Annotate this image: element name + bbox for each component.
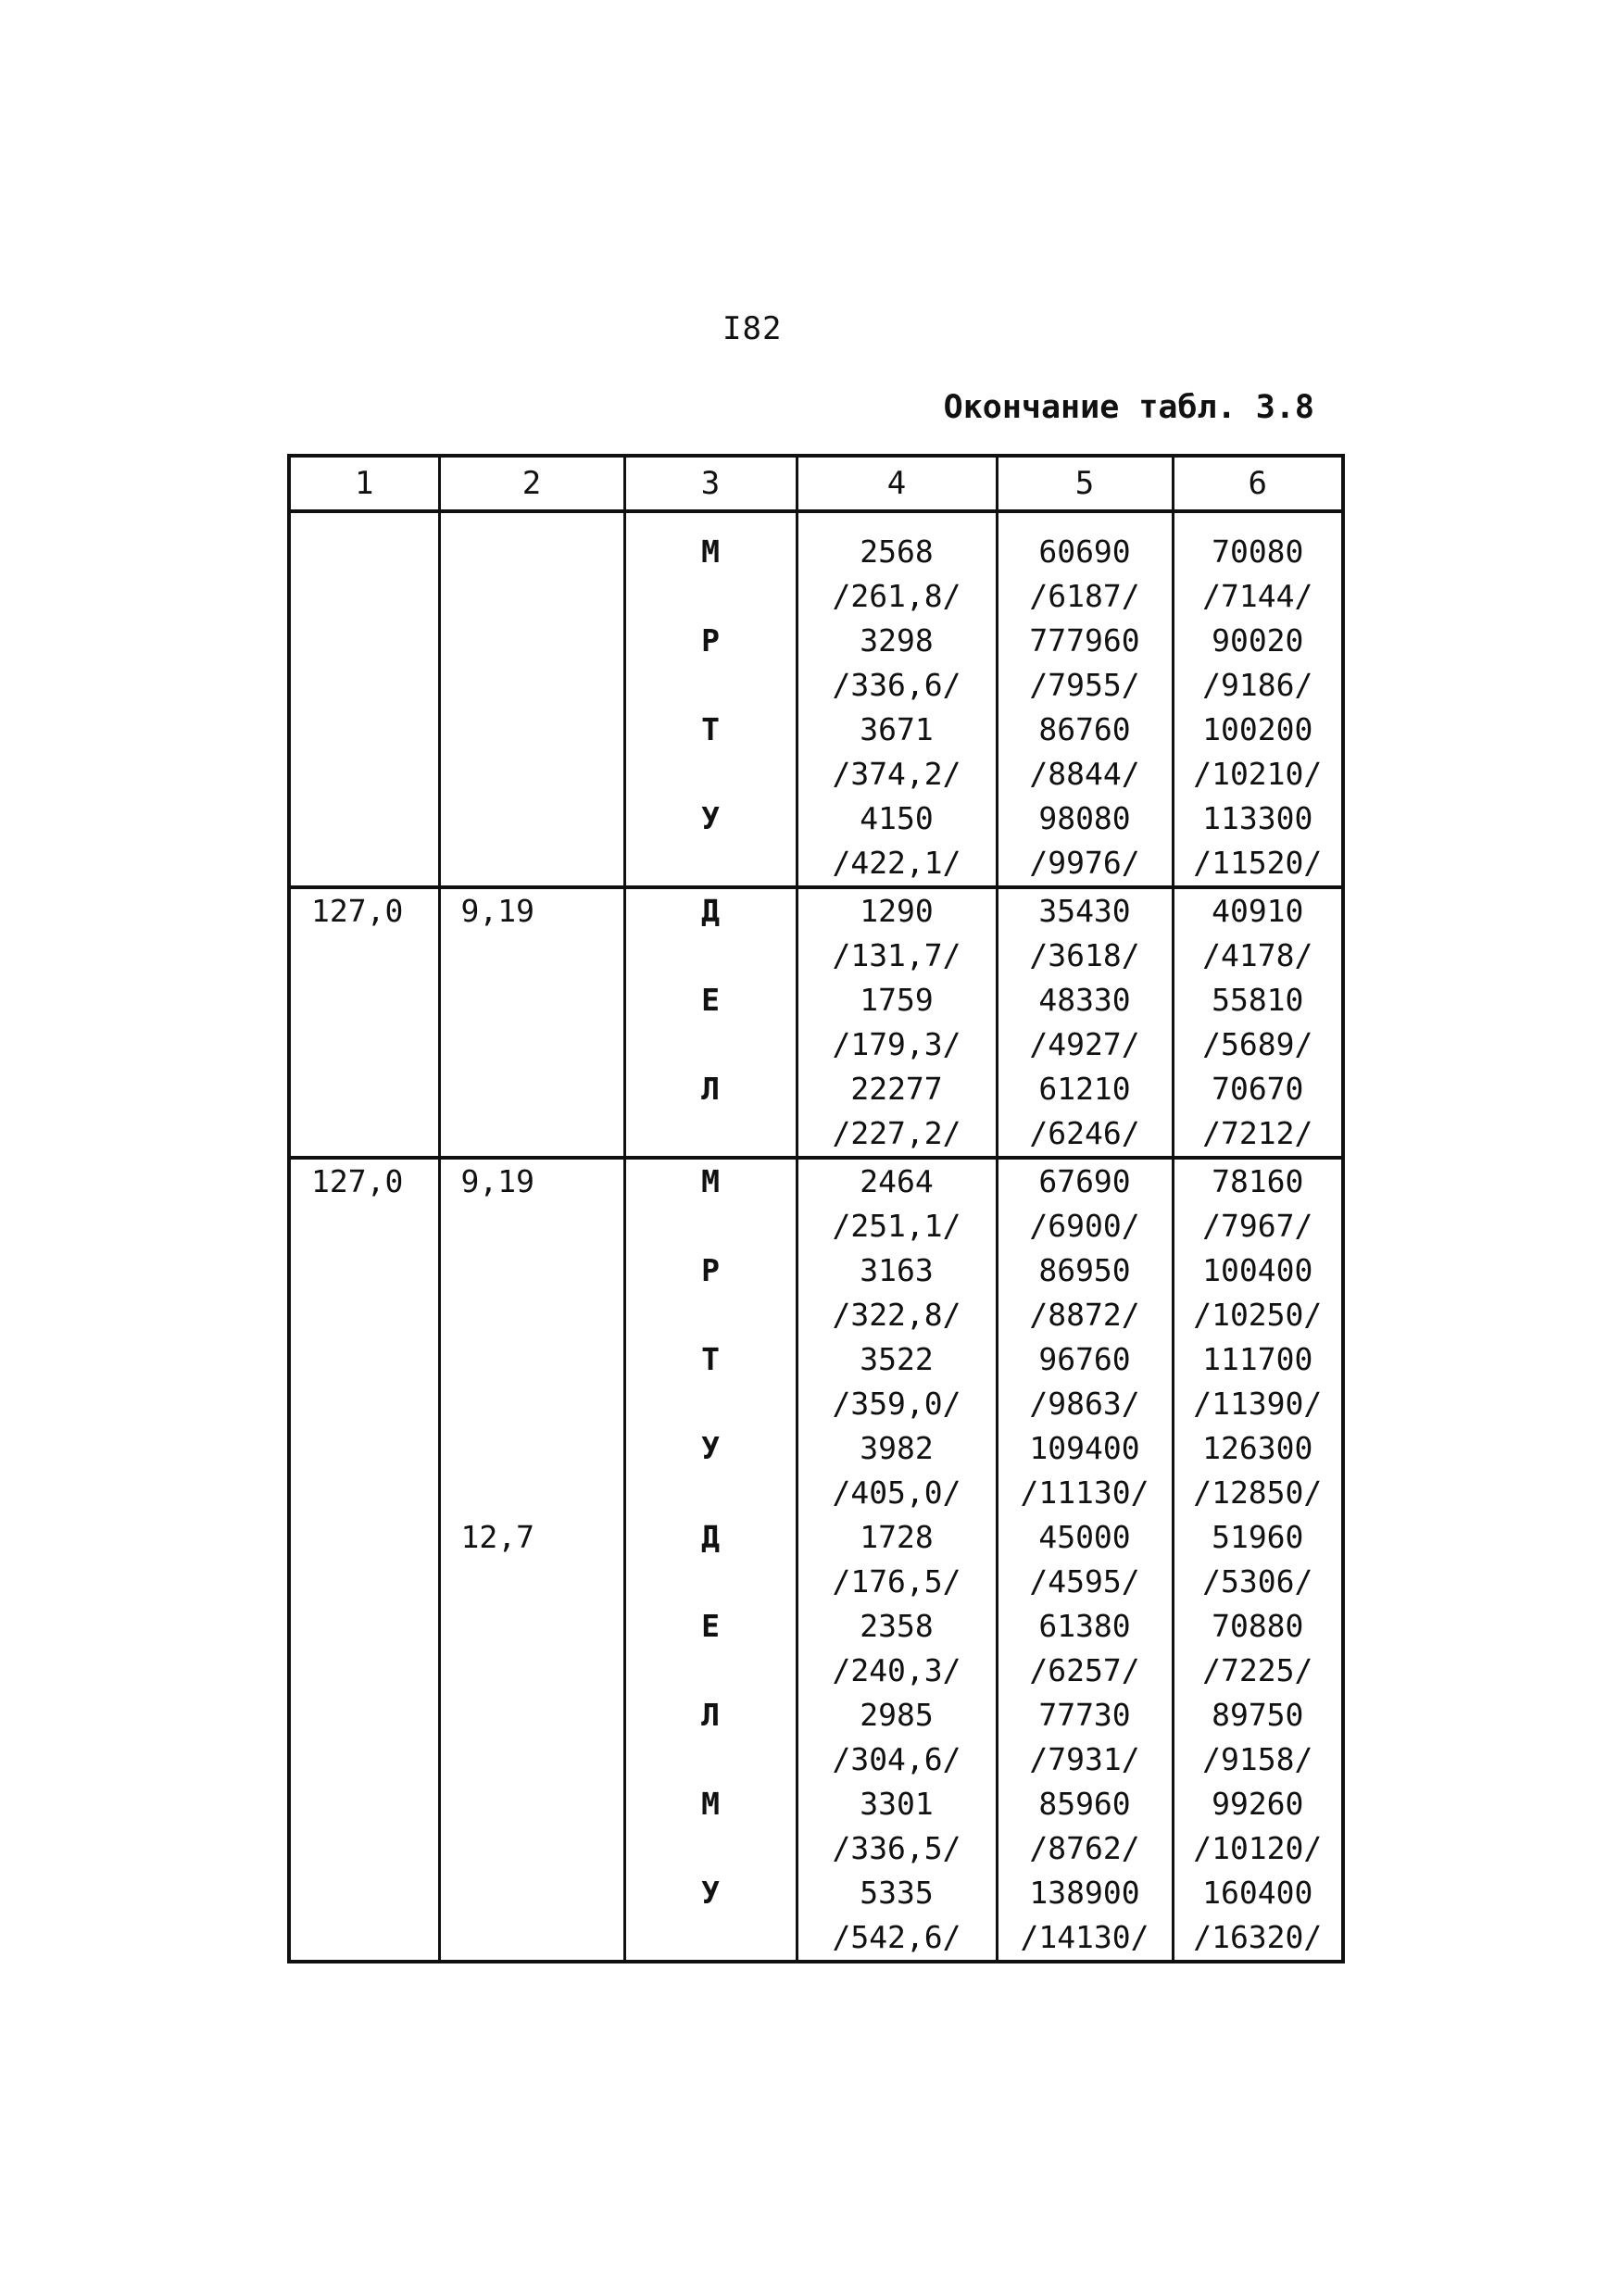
cell-col-1 bbox=[289, 1649, 439, 1693]
cell-col-4: 3298 bbox=[797, 619, 997, 663]
cell-col-1 bbox=[289, 978, 439, 1023]
cell-col-1 bbox=[289, 1293, 439, 1337]
table-row bbox=[289, 708, 1343, 752]
cell-col-1: 127,0 bbox=[289, 1158, 439, 1204]
table-group bbox=[289, 887, 1343, 1158]
cell-col-4: /359,0/ bbox=[797, 1382, 997, 1426]
cell-col-5: 777960 bbox=[997, 619, 1173, 663]
cell-col-4: 3522 bbox=[797, 1337, 997, 1382]
cell-col-6: /9158/ bbox=[1173, 1738, 1343, 1782]
cell-col-6: 55810 bbox=[1173, 978, 1343, 1023]
cell-col-2 bbox=[439, 1382, 624, 1426]
table-row bbox=[289, 887, 1343, 934]
cell-col-1 bbox=[289, 1337, 439, 1382]
cell-col-5: 67690 bbox=[997, 1158, 1173, 1204]
cell-col-2 bbox=[439, 1738, 624, 1782]
cell-col-3: Л bbox=[624, 1693, 797, 1738]
table-row bbox=[289, 1604, 1343, 1649]
cell-col-4: /251,1/ bbox=[797, 1204, 997, 1248]
cell-col-6: /7212/ bbox=[1173, 1111, 1343, 1158]
cell-col-3: Р bbox=[624, 619, 797, 663]
cell-col-4: /227,2/ bbox=[797, 1111, 997, 1158]
cell-col-3 bbox=[624, 1560, 797, 1604]
cell-col-6: 70670 bbox=[1173, 1067, 1343, 1111]
table-row bbox=[289, 934, 1343, 978]
table-row bbox=[289, 1426, 1343, 1471]
cell-col-3: У bbox=[624, 1871, 797, 1915]
cell-col-6: 100200 bbox=[1173, 708, 1343, 752]
cell-col-1 bbox=[289, 1426, 439, 1471]
spacer-cell bbox=[624, 511, 797, 530]
table-group bbox=[289, 511, 1343, 887]
table-header bbox=[289, 456, 1343, 511]
cell-col-6: /7225/ bbox=[1173, 1649, 1343, 1693]
cell-col-3 bbox=[624, 1649, 797, 1693]
cell-col-3 bbox=[624, 663, 797, 708]
cell-col-4: 2568 bbox=[797, 530, 997, 574]
cell-col-5: /11130/ bbox=[997, 1471, 1173, 1515]
header-col-5: 5 bbox=[997, 456, 1173, 511]
spacer-cell bbox=[797, 511, 997, 530]
table-row bbox=[289, 1158, 1343, 1204]
cell-col-1 bbox=[289, 797, 439, 841]
table-row bbox=[289, 1915, 1343, 1962]
cell-col-2 bbox=[439, 934, 624, 978]
cell-col-3: Е bbox=[624, 978, 797, 1023]
cell-col-2: 9,19 bbox=[439, 1158, 624, 1204]
cell-col-4: /304,6/ bbox=[797, 1738, 997, 1782]
cell-col-4: /322,8/ bbox=[797, 1293, 997, 1337]
cell-col-1 bbox=[289, 1382, 439, 1426]
cell-col-5: /7955/ bbox=[997, 663, 1173, 708]
cell-col-6: 90020 bbox=[1173, 619, 1343, 663]
cell-col-1 bbox=[289, 1067, 439, 1111]
cell-col-1 bbox=[289, 1915, 439, 1962]
cell-col-5: /6246/ bbox=[997, 1111, 1173, 1158]
cell-col-1 bbox=[289, 1111, 439, 1158]
cell-col-1 bbox=[289, 574, 439, 619]
cell-col-6: /7144/ bbox=[1173, 574, 1343, 619]
cell-col-5: /3618/ bbox=[997, 934, 1173, 978]
cell-col-2 bbox=[439, 619, 624, 663]
table-row bbox=[289, 1382, 1343, 1426]
table-row bbox=[289, 978, 1343, 1023]
cell-col-4: 1759 bbox=[797, 978, 997, 1023]
cell-col-2 bbox=[439, 978, 624, 1023]
page-number: I82 bbox=[722, 310, 783, 347]
cell-col-1 bbox=[289, 1871, 439, 1915]
cell-col-2 bbox=[439, 1649, 624, 1693]
cell-col-5: 109400 bbox=[997, 1426, 1173, 1471]
cell-col-2 bbox=[439, 1782, 624, 1826]
table-row bbox=[289, 1515, 1343, 1560]
cell-col-5: /6257/ bbox=[997, 1649, 1173, 1693]
cell-col-1 bbox=[289, 1248, 439, 1293]
cell-col-6: 160400 bbox=[1173, 1871, 1343, 1915]
cell-col-5: 35430 bbox=[997, 887, 1173, 934]
cell-col-1 bbox=[289, 1023, 439, 1067]
cell-col-3: Д bbox=[624, 887, 797, 934]
cell-col-5: 96760 bbox=[997, 1337, 1173, 1382]
cell-col-1 bbox=[289, 708, 439, 752]
cell-col-6: 89750 bbox=[1173, 1693, 1343, 1738]
cell-col-5: 45000 bbox=[997, 1515, 1173, 1560]
cell-col-4: 4150 bbox=[797, 797, 997, 841]
cell-col-3: У bbox=[624, 797, 797, 841]
cell-col-6: 113300 bbox=[1173, 797, 1343, 841]
cell-col-1 bbox=[289, 1693, 439, 1738]
header-col-6: 6 bbox=[1173, 456, 1343, 511]
cell-col-2 bbox=[439, 1915, 624, 1962]
cell-col-4: /176,5/ bbox=[797, 1560, 997, 1604]
spacer-cell bbox=[439, 511, 624, 530]
cell-col-3 bbox=[624, 1471, 797, 1515]
cell-col-3 bbox=[624, 574, 797, 619]
table-row bbox=[289, 1337, 1343, 1382]
cell-col-1 bbox=[289, 1782, 439, 1826]
cell-col-3: Е bbox=[624, 1604, 797, 1649]
header-col-4: 4 bbox=[797, 456, 997, 511]
cell-col-4: /374,2/ bbox=[797, 752, 997, 797]
cell-col-4: /336,5/ bbox=[797, 1826, 997, 1871]
cell-col-2 bbox=[439, 1826, 624, 1871]
cell-col-5: 85960 bbox=[997, 1782, 1173, 1826]
cell-col-1 bbox=[289, 1204, 439, 1248]
cell-col-4: /422,1/ bbox=[797, 841, 997, 887]
cell-col-2 bbox=[439, 1693, 624, 1738]
cell-col-6: 51960 bbox=[1173, 1515, 1343, 1560]
cell-col-2 bbox=[439, 530, 624, 574]
cell-col-1 bbox=[289, 1604, 439, 1649]
cell-col-4: 3671 bbox=[797, 708, 997, 752]
cell-col-3: М bbox=[624, 530, 797, 574]
cell-col-3: Т bbox=[624, 1337, 797, 1382]
cell-col-5: /4595/ bbox=[997, 1560, 1173, 1604]
cell-col-4: /542,6/ bbox=[797, 1915, 997, 1962]
cell-col-6: /11390/ bbox=[1173, 1382, 1343, 1426]
cell-col-2 bbox=[439, 1560, 624, 1604]
header-col-3: 3 bbox=[624, 456, 797, 511]
cell-col-3 bbox=[624, 1111, 797, 1158]
cell-col-4: 1290 bbox=[797, 887, 997, 934]
cell-col-1 bbox=[289, 1738, 439, 1782]
table-row bbox=[289, 1826, 1343, 1871]
cell-col-4: 22277 bbox=[797, 1067, 997, 1111]
table-row bbox=[289, 1248, 1343, 1293]
cell-col-3 bbox=[624, 1738, 797, 1782]
cell-col-2 bbox=[439, 752, 624, 797]
cell-col-2 bbox=[439, 797, 624, 841]
cell-col-5: 48330 bbox=[997, 978, 1173, 1023]
cell-col-6: 126300 bbox=[1173, 1426, 1343, 1471]
cell-col-3 bbox=[624, 841, 797, 887]
cell-col-3: М bbox=[624, 1158, 797, 1204]
cell-col-3 bbox=[624, 1826, 797, 1871]
cell-col-4: /179,3/ bbox=[797, 1023, 997, 1067]
cell-col-5: 61380 bbox=[997, 1604, 1173, 1649]
cell-col-5: 61210 bbox=[997, 1067, 1173, 1111]
table-group bbox=[289, 1158, 1343, 1962]
cell-col-3 bbox=[624, 1915, 797, 1962]
cell-col-1 bbox=[289, 1560, 439, 1604]
cell-col-4: 3163 bbox=[797, 1248, 997, 1293]
cell-col-6: 70080 bbox=[1173, 530, 1343, 574]
cell-col-3: Л bbox=[624, 1067, 797, 1111]
cell-col-1 bbox=[289, 752, 439, 797]
cell-col-6: 40910 bbox=[1173, 887, 1343, 934]
cell-col-5: /14130/ bbox=[997, 1915, 1173, 1962]
cell-col-6: /12850/ bbox=[1173, 1471, 1343, 1515]
header-row bbox=[289, 456, 1343, 511]
cell-col-3: Д bbox=[624, 1515, 797, 1560]
cell-col-2 bbox=[439, 1204, 624, 1248]
table-row bbox=[289, 841, 1343, 887]
cell-col-6: /5689/ bbox=[1173, 1023, 1343, 1067]
cell-col-4: /405,0/ bbox=[797, 1471, 997, 1515]
cell-col-6: /5306/ bbox=[1173, 1560, 1343, 1604]
cell-col-3 bbox=[624, 1204, 797, 1248]
cell-col-6: 100400 bbox=[1173, 1248, 1343, 1293]
table-row bbox=[289, 1293, 1343, 1337]
cell-col-1 bbox=[289, 530, 439, 574]
cell-col-5: /6900/ bbox=[997, 1204, 1173, 1248]
cell-col-5: /6187/ bbox=[997, 574, 1173, 619]
cell-col-2 bbox=[439, 708, 624, 752]
cell-col-4: /240,3/ bbox=[797, 1649, 997, 1693]
cell-col-5: 86950 bbox=[997, 1248, 1173, 1293]
cell-col-5: /9976/ bbox=[997, 841, 1173, 887]
cell-col-1: 127,0 bbox=[289, 887, 439, 934]
table-row bbox=[289, 1649, 1343, 1693]
table-caption: Окончание табл. 3.8 bbox=[943, 389, 1314, 426]
cell-col-1 bbox=[289, 1471, 439, 1515]
table-row bbox=[289, 530, 1343, 574]
cell-col-5: /4927/ bbox=[997, 1023, 1173, 1067]
table-row bbox=[289, 1111, 1343, 1158]
cell-col-6: /10210/ bbox=[1173, 752, 1343, 797]
cell-col-5: /9863/ bbox=[997, 1382, 1173, 1426]
cell-col-3 bbox=[624, 752, 797, 797]
cell-col-6: /11520/ bbox=[1173, 841, 1343, 887]
cell-col-2 bbox=[439, 1067, 624, 1111]
table-row bbox=[289, 1204, 1343, 1248]
cell-col-6: 78160 bbox=[1173, 1158, 1343, 1204]
cell-col-3 bbox=[624, 934, 797, 978]
cell-col-2 bbox=[439, 1293, 624, 1337]
cell-col-3: Р bbox=[624, 1248, 797, 1293]
cell-col-2: 9,19 bbox=[439, 887, 624, 934]
header-col-1: 1 bbox=[289, 456, 439, 511]
cell-col-3: У bbox=[624, 1426, 797, 1471]
cell-col-3 bbox=[624, 1293, 797, 1337]
table-row bbox=[289, 1738, 1343, 1782]
cell-col-2 bbox=[439, 1426, 624, 1471]
cell-col-4: /131,7/ bbox=[797, 934, 997, 978]
data-table bbox=[287, 454, 1345, 1964]
spacer-cell bbox=[997, 511, 1173, 530]
cell-col-5: /8872/ bbox=[997, 1293, 1173, 1337]
table-row bbox=[289, 1782, 1343, 1826]
cell-col-2 bbox=[439, 1471, 624, 1515]
cell-col-4: 3301 bbox=[797, 1782, 997, 1826]
cell-col-4: /261,8/ bbox=[797, 574, 997, 619]
cell-col-6: 99260 bbox=[1173, 1782, 1343, 1826]
table-row bbox=[289, 797, 1343, 841]
spacer-row bbox=[289, 511, 1343, 530]
table-row bbox=[289, 1023, 1343, 1067]
header-col-2: 2 bbox=[439, 456, 624, 511]
cell-col-3 bbox=[624, 1023, 797, 1067]
cell-col-4: 3982 bbox=[797, 1426, 997, 1471]
cell-col-2 bbox=[439, 841, 624, 887]
cell-col-1 bbox=[289, 1515, 439, 1560]
cell-col-5: 60690 bbox=[997, 530, 1173, 574]
cell-col-3: Т bbox=[624, 708, 797, 752]
cell-col-4: 2358 bbox=[797, 1604, 997, 1649]
cell-col-1 bbox=[289, 619, 439, 663]
cell-col-2 bbox=[439, 1871, 624, 1915]
table-row bbox=[289, 1871, 1343, 1915]
cell-col-2 bbox=[439, 574, 624, 619]
cell-col-3 bbox=[624, 1382, 797, 1426]
table-row bbox=[289, 574, 1343, 619]
cell-col-5: 138900 bbox=[997, 1871, 1173, 1915]
cell-col-1 bbox=[289, 1826, 439, 1871]
cell-col-5: 98080 bbox=[997, 797, 1173, 841]
cell-col-5: 77730 bbox=[997, 1693, 1173, 1738]
table-row bbox=[289, 1693, 1343, 1738]
table-row bbox=[289, 619, 1343, 663]
cell-col-6: /9186/ bbox=[1173, 663, 1343, 708]
table-row bbox=[289, 752, 1343, 797]
cell-col-2 bbox=[439, 1023, 624, 1067]
cell-col-5: /7931/ bbox=[997, 1738, 1173, 1782]
cell-col-6: /7967/ bbox=[1173, 1204, 1343, 1248]
cell-col-1 bbox=[289, 934, 439, 978]
cell-col-2 bbox=[439, 1604, 624, 1649]
spacer-cell bbox=[1173, 511, 1343, 530]
cell-col-5: /8844/ bbox=[997, 752, 1173, 797]
cell-col-2 bbox=[439, 1111, 624, 1158]
spacer-cell bbox=[289, 511, 439, 530]
cell-col-5: 86760 bbox=[997, 708, 1173, 752]
cell-col-4: 2464 bbox=[797, 1158, 997, 1204]
table-row bbox=[289, 1471, 1343, 1515]
cell-col-4: 5335 bbox=[797, 1871, 997, 1915]
cell-col-4: 1728 bbox=[797, 1515, 997, 1560]
cell-col-2 bbox=[439, 663, 624, 708]
cell-col-4: 2985 bbox=[797, 1693, 997, 1738]
cell-col-3: М bbox=[624, 1782, 797, 1826]
table-row bbox=[289, 1067, 1343, 1111]
cell-col-6: 70880 bbox=[1173, 1604, 1343, 1649]
cell-col-5: /8762/ bbox=[997, 1826, 1173, 1871]
cell-col-1 bbox=[289, 841, 439, 887]
cell-col-2 bbox=[439, 1248, 624, 1293]
cell-col-6: /10250/ bbox=[1173, 1293, 1343, 1337]
cell-col-6: 111700 bbox=[1173, 1337, 1343, 1382]
cell-col-6: /16320/ bbox=[1173, 1915, 1343, 1962]
cell-col-6: /4178/ bbox=[1173, 934, 1343, 978]
cell-col-1 bbox=[289, 663, 439, 708]
table-row bbox=[289, 663, 1343, 708]
cell-col-2: 12,7 bbox=[439, 1515, 624, 1560]
cell-col-6: /10120/ bbox=[1173, 1826, 1343, 1871]
table-row bbox=[289, 1560, 1343, 1604]
cell-col-2 bbox=[439, 1337, 624, 1382]
cell-col-4: /336,6/ bbox=[797, 663, 997, 708]
